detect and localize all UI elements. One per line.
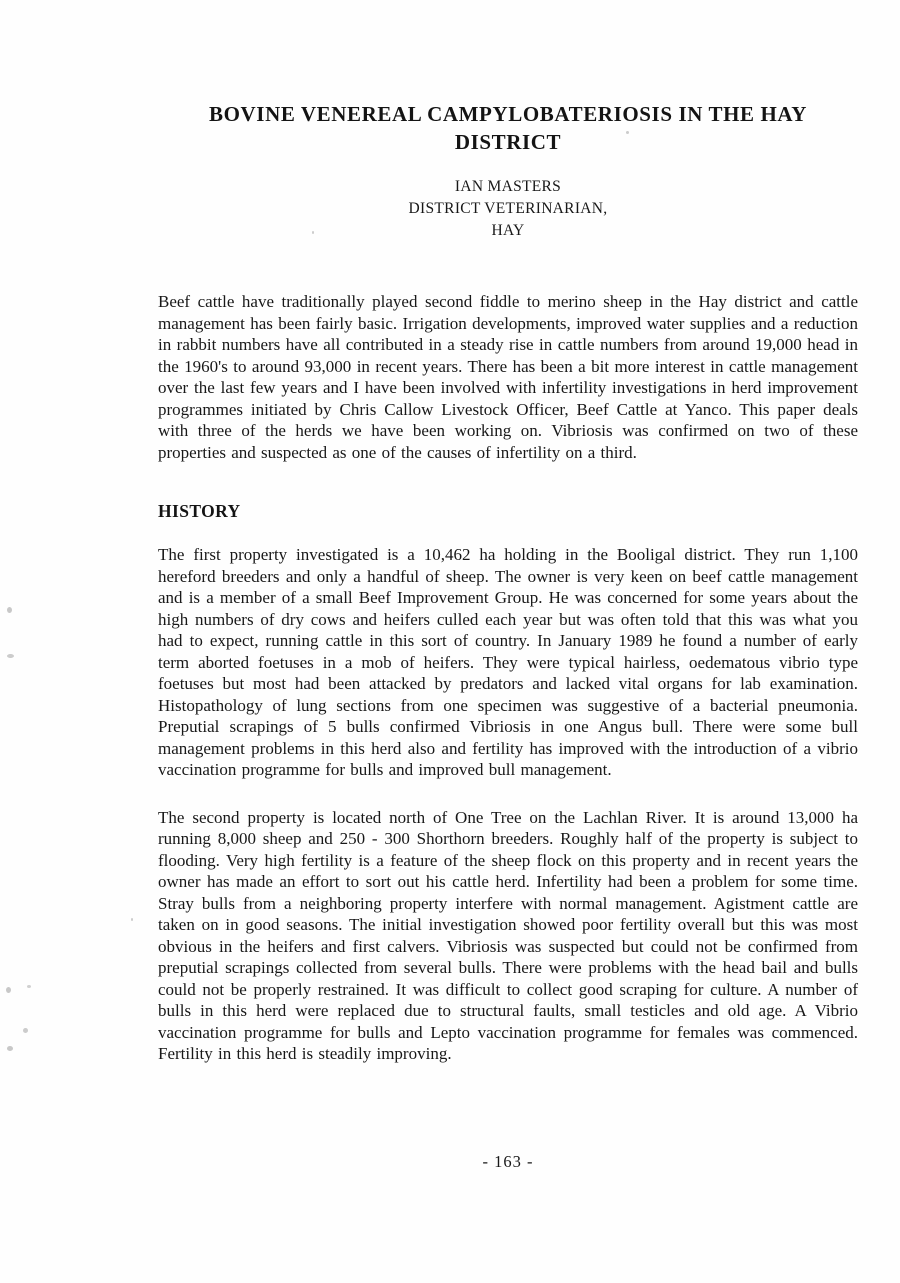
scan-speck xyxy=(7,654,14,658)
title-line-2: DISTRICT xyxy=(454,130,562,154)
scan-speck xyxy=(312,231,314,234)
scan-speck xyxy=(626,131,629,134)
author-block xyxy=(158,176,858,242)
scan-speck xyxy=(131,918,133,921)
title-line-1: BOVINE VENEREAL CAMPYLOBATERIOSIS IN THE HAY xyxy=(208,102,807,126)
page-title xyxy=(158,0,858,156)
history-paragraph-1: The first property investigated is a 10,462 ha holding in the Booligal district. They run 1,100 hereford breeders and only a handful of sheep. The owner is very keen on beef cattle management and is a member of a small Beef Improvement Group. He was concerned for some years about the high numbers of dry cows and heifers culled each year but was often told that this was what you had to expect, running cattle in this sort of country. In January 1989 he found a number of early term aborted foetuses in a mob of heifers. They were typical hairless, oedematous vibrio type foetuses but most had been attacked by predators and lacked vital organs for lab examination. Histopathology of lung sections from one specimen was suggestive of a bacterial pneumonia. Preputial scrapings of 5 bulls confirmed Vibriosis in one Angus bull. There were some bull management problems in this herd also and fertility has improved with the introduction of a vibrio vaccination programme for bulls and improved bull management. xyxy=(158,545,858,779)
history-paragraph-2: The second property is located north of One Tree on the Lachlan River. It is around 13,000 ha running 8,000 sheep and 250 - 300 Shorthorn breeders. Roughly half of the property is subject to flooding. Very high fertility is a feature of the sheep flock on this property and in recent years the owner has made an effort to sort out his cattle herd. Infertility had been a problem for some time. Stray bulls from a neighboring property interfere with normal management. Agistment cattle are taken on in good seasons. The initial investigation showed poor fertility overall but this was most obvious in the heifers and first calvers. Vibriosis was suspected but could not be confirmed from preputial scrapings collected from several bulls. There were problems with the head bail and bulls could not be properly restrained. It was difficult to collect good scraping for culture. A number of bulls in this herd were replaced due to structural faults, small testicles and old age. A Vibrio vaccination programme for bulls and Lepto vaccination programme for females was commenced. Fertility in this herd is steadily improving. xyxy=(158,807,858,1063)
author-location: HAY xyxy=(491,222,525,239)
scan-speck xyxy=(7,1046,13,1051)
scan-speck xyxy=(27,985,31,988)
document-content xyxy=(158,0,858,1065)
author-name: IAN MASTERS xyxy=(454,178,562,195)
scan-speck xyxy=(6,987,11,993)
page-number: - 163 - xyxy=(482,1152,534,1171)
scan-speck xyxy=(23,1028,28,1033)
scan-speck xyxy=(7,607,12,613)
intro-paragraph: Beef cattle have traditionally played second fiddle to merino sheep in the Hay district and cattle management has been fairly basic. Irrigation developments, improved water supplies and a reduction in rabbit numbers have all contributed in a steady rise in cattle numbers from around 19,000 head in the 1960's to around 93,000 in recent years. There has been a bit more interest in cattle management over the last few years and I have been involved with infertility investigations in herd improvement programmes initiated by Chris Callow Livestock Officer, Beef Cattle at Yanco. This paper deals with three of the herds we have been working on. Vibriosis was confirmed on two of these properties and suspected as one of the causes of infertility on a third. xyxy=(158,292,858,462)
author-role: DISTRICT VETERINARIAN, xyxy=(408,200,608,217)
section-heading-history: HISTORY xyxy=(158,501,241,521)
